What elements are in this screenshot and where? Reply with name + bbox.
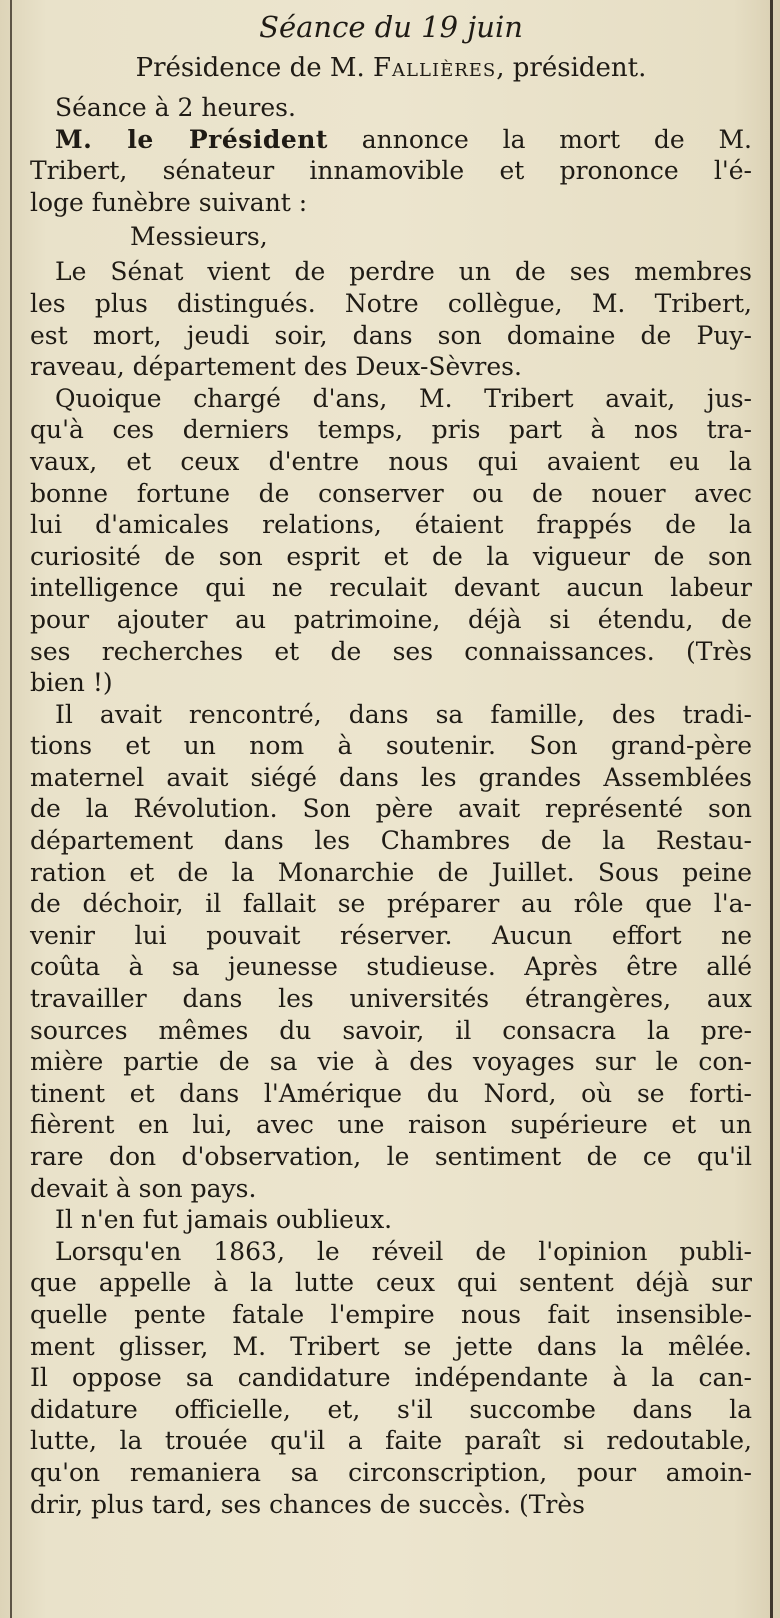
text-line: didature officielle, et, s'il succombe dans la	[30, 1394, 752, 1424]
text-line: qu'on remaniera sa circonscription, pour amoin-	[30, 1457, 752, 1487]
text-line: Il oppose sa candidature indépendante à la can-	[30, 1363, 752, 1393]
text-line: de la Révolution. Son père avait représenté son	[30, 794, 752, 824]
text-line: département dans les Chambres de la Restau-	[30, 826, 752, 856]
announcement-line: loge funèbre suivant :	[30, 187, 308, 217]
announcement-line	[30, 124, 752, 156]
text-line: de déchoir, il fallait se préparer au rôle que l'a-	[30, 889, 752, 919]
text-line: travailler dans les universités étrangères, aux	[30, 984, 752, 1014]
text-line: pour ajouter au patrimoine, déjà si étendu, de	[30, 604, 752, 634]
column-rule-right	[770, 0, 773, 1618]
text-line: ses recherches et de ses connaissances. (Très	[30, 636, 752, 666]
column-rule-left	[10, 0, 12, 1618]
text-line: tinent et dans l'Amérique du Nord, où se forti-	[30, 1078, 752, 1108]
text-line: quelle pente fatale l'empire nous fait insensible-	[30, 1299, 752, 1329]
text-line: vaux, et ceux d'entre nous qui avaient eu la	[30, 446, 752, 476]
text-line: raveau, département des Deux-Sèvres.	[30, 352, 522, 382]
text-line: bonne fortune de conserver ou de nouer avec	[30, 478, 752, 508]
text-line: bien !)	[30, 668, 113, 698]
text-line: Il n'en fut jamais oublieux.	[55, 1205, 393, 1235]
text-line: est mort, jeudi soir, dans son domaine de Puy-	[30, 320, 752, 350]
speaker-name: M. le Président	[55, 124, 328, 154]
session-date-heading: Séance du 19 juin	[259, 10, 523, 44]
announcement-line: Tribert, sénateur innamovible et prononce l'é-	[30, 156, 752, 186]
text-line: coûta à sa jeunesse studieuse. Après être allé	[30, 952, 752, 982]
announcement-paragraph	[30, 124, 752, 219]
eulogy-paragraph	[30, 383, 752, 699]
text-line: sources mêmes du savoir, il consacra la pre-	[30, 1015, 752, 1045]
text-line: lui d'amicales relations, étaient frappés de la	[30, 510, 752, 540]
text-line: ration et de la Monarchie de Juillet. Sous peine	[30, 857, 752, 887]
presidency-suffix: , président.	[496, 53, 647, 83]
text-line: mière partie de sa vie à des voyages sur le con-	[30, 1047, 752, 1077]
text-line: curiosité de son esprit et de la vigueur de son	[30, 541, 752, 571]
announcement-line1-rest: annonce la mort de M.	[327, 124, 752, 154]
text-line: venir lui pouvait réserver. Aucun effort ne	[30, 920, 752, 950]
text-line: qu'à ces derniers temps, pris part à nos tra-	[30, 415, 752, 445]
text-line: Quoique chargé d'ans, M. Tribert avait, jus-	[55, 383, 752, 413]
text-line: drir, plus tard, ses chances de succès. (Très	[30, 1489, 586, 1519]
eulogy-body	[30, 256, 752, 1520]
text-line: les plus distingués. Notre collègue, M. Tribert,	[30, 288, 752, 318]
text-line: que appelle à la lutte ceux qui sentent déjà sur	[30, 1268, 752, 1298]
text-line: Le Sénat vient de perdre un de ses membres	[55, 257, 752, 287]
text-line: devait à son pays.	[30, 1173, 257, 1203]
text-line: tions et un nom à soutenir. Son grand-père	[30, 731, 752, 761]
eulogy-paragraph	[30, 256, 752, 382]
text-line: ment glisser, M. Tribert se jette dans la mêlée.	[30, 1331, 752, 1361]
text-line: rare don d'observation, le sentiment de ce qu'il	[30, 1142, 752, 1171]
opening-paragraph	[30, 92, 752, 124]
presidency-prefix: Présidence de M.	[135, 53, 374, 83]
text-line: intelligence qui ne reculait devant aucun labeur	[30, 573, 752, 603]
eulogy-paragraph	[30, 1204, 752, 1236]
text-line: Lorsqu'en 1863, le réveil de l'opinion publi-	[55, 1236, 752, 1266]
salutation-paragraph	[30, 218, 752, 256]
eulogy-paragraph	[30, 699, 752, 1205]
president-name: Fallières	[373, 53, 497, 83]
text-line: lutte, la trouée qu'il a faite paraît si redoutable,	[30, 1426, 752, 1456]
salutation-line: Messieurs,	[130, 222, 268, 252]
presidency-heading	[30, 48, 752, 88]
text-column	[30, 6, 752, 1520]
text-line: Il avait rencontré, dans sa famille, des tradi-	[55, 699, 752, 729]
opening-line: Séance à 2 heures.	[55, 93, 296, 122]
eulogy-paragraph	[30, 1236, 752, 1520]
text-line: fièrent en lui, avec une raison supérieure et un	[30, 1110, 752, 1140]
text-line: maternel avait siégé dans les grandes Assemblées	[30, 762, 752, 792]
